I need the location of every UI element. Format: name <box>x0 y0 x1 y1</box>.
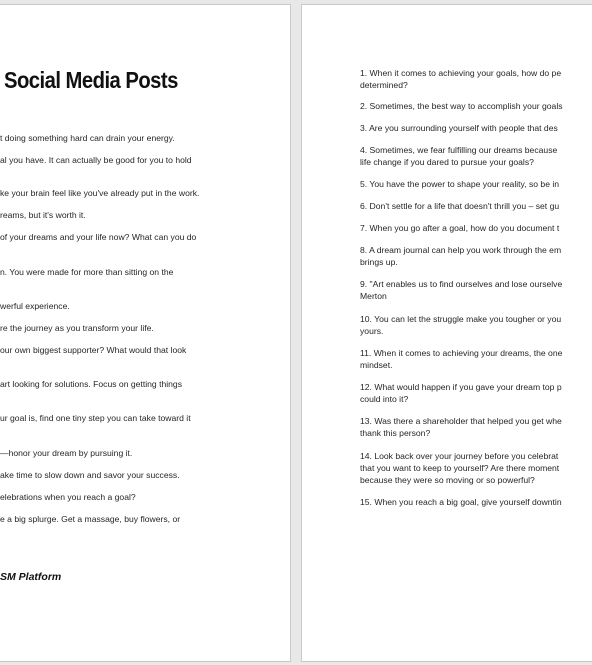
text-line: e a big splurge. Get a massage, buy flowers, or <box>0 514 181 524</box>
text-line: Merton <box>360 291 387 301</box>
text-line: because they were so moving or so powerful? <box>360 475 535 485</box>
text-line: of your dreams and your life now? What can you do <box>0 232 197 242</box>
text-line: 5. You have the power to shape your reality, so be in <box>360 179 560 189</box>
text-line: re the journey as you transform your life. <box>0 323 154 333</box>
text-line: art looking for solutions. Focus on getting things <box>0 379 183 389</box>
text-line: ke your brain feel like you've already put in the work. <box>0 188 200 198</box>
page-title: Social Media Posts <box>4 67 178 93</box>
text-line: 7. When you go after a goal, how do you document t <box>360 223 560 233</box>
text-line: 11. When it comes to achieving your dreams, the one <box>360 348 563 358</box>
text-line: thank this person? <box>360 428 431 438</box>
text-line: yours. <box>360 326 384 336</box>
text-line: 10. You can let the struggle make you tougher or you <box>360 314 562 324</box>
text-line: mindset. <box>360 360 393 370</box>
text-line: 2. Sometimes, the best way to accomplish your goals <box>360 101 563 111</box>
text-line: reams, but it's worth it. <box>0 210 86 220</box>
text-line: could into it? <box>360 394 409 404</box>
text-line: 4. Sometimes, we fear fulfilling our dreams because <box>360 145 558 155</box>
text-line: 9. "Art enables us to find ourselves and lose ourselve <box>360 279 563 289</box>
text-line: werful experience. <box>0 301 70 311</box>
text-line: n. You were made for more than sitting on the <box>0 267 174 277</box>
text-line: al you have. It can actually be good for you to hold <box>0 155 192 165</box>
text-line: 8. A dream journal can help you work through the em <box>360 245 562 255</box>
text-line: t doing something hard can drain your energy. <box>0 133 175 143</box>
text-line: 13. Was there a shareholder that helped you get whe <box>360 416 562 426</box>
text-line: determined? <box>360 80 408 90</box>
text-line: life change if you dared to pursue your goals? <box>360 157 534 167</box>
text-line: elebrations when you reach a goal? <box>0 492 136 502</box>
text-line: ur goal is, find one tiny step you can take toward it <box>0 413 191 423</box>
text-line: 12. What would happen if you gave your dream top p <box>360 382 562 392</box>
text-line: ake time to slow down and savor your success. <box>0 470 180 480</box>
text-line: 3. Are you surrounding yourself with people that des <box>360 123 558 133</box>
text-line: —honor your dream by pursuing it. <box>0 448 133 458</box>
text-line: 6. Don't settle for a life that doesn't thrill you – set gu <box>360 201 560 211</box>
page-left <box>0 4 291 662</box>
text-line: 1. When it comes to achieving your goals, how do pe <box>360 68 562 78</box>
text-line: 15. When you reach a big goal, give yourself downtin <box>360 497 562 507</box>
text-line: our own biggest supporter? What would that look <box>0 345 187 355</box>
text-line: that you want to keep to yourself? Are there moment <box>360 463 560 473</box>
text-line: brings up. <box>360 257 398 267</box>
page-right <box>301 4 592 662</box>
footer-note: SM Platform <box>0 571 62 583</box>
text-line: 14. Look back over your journey before you celebrat <box>360 451 559 461</box>
